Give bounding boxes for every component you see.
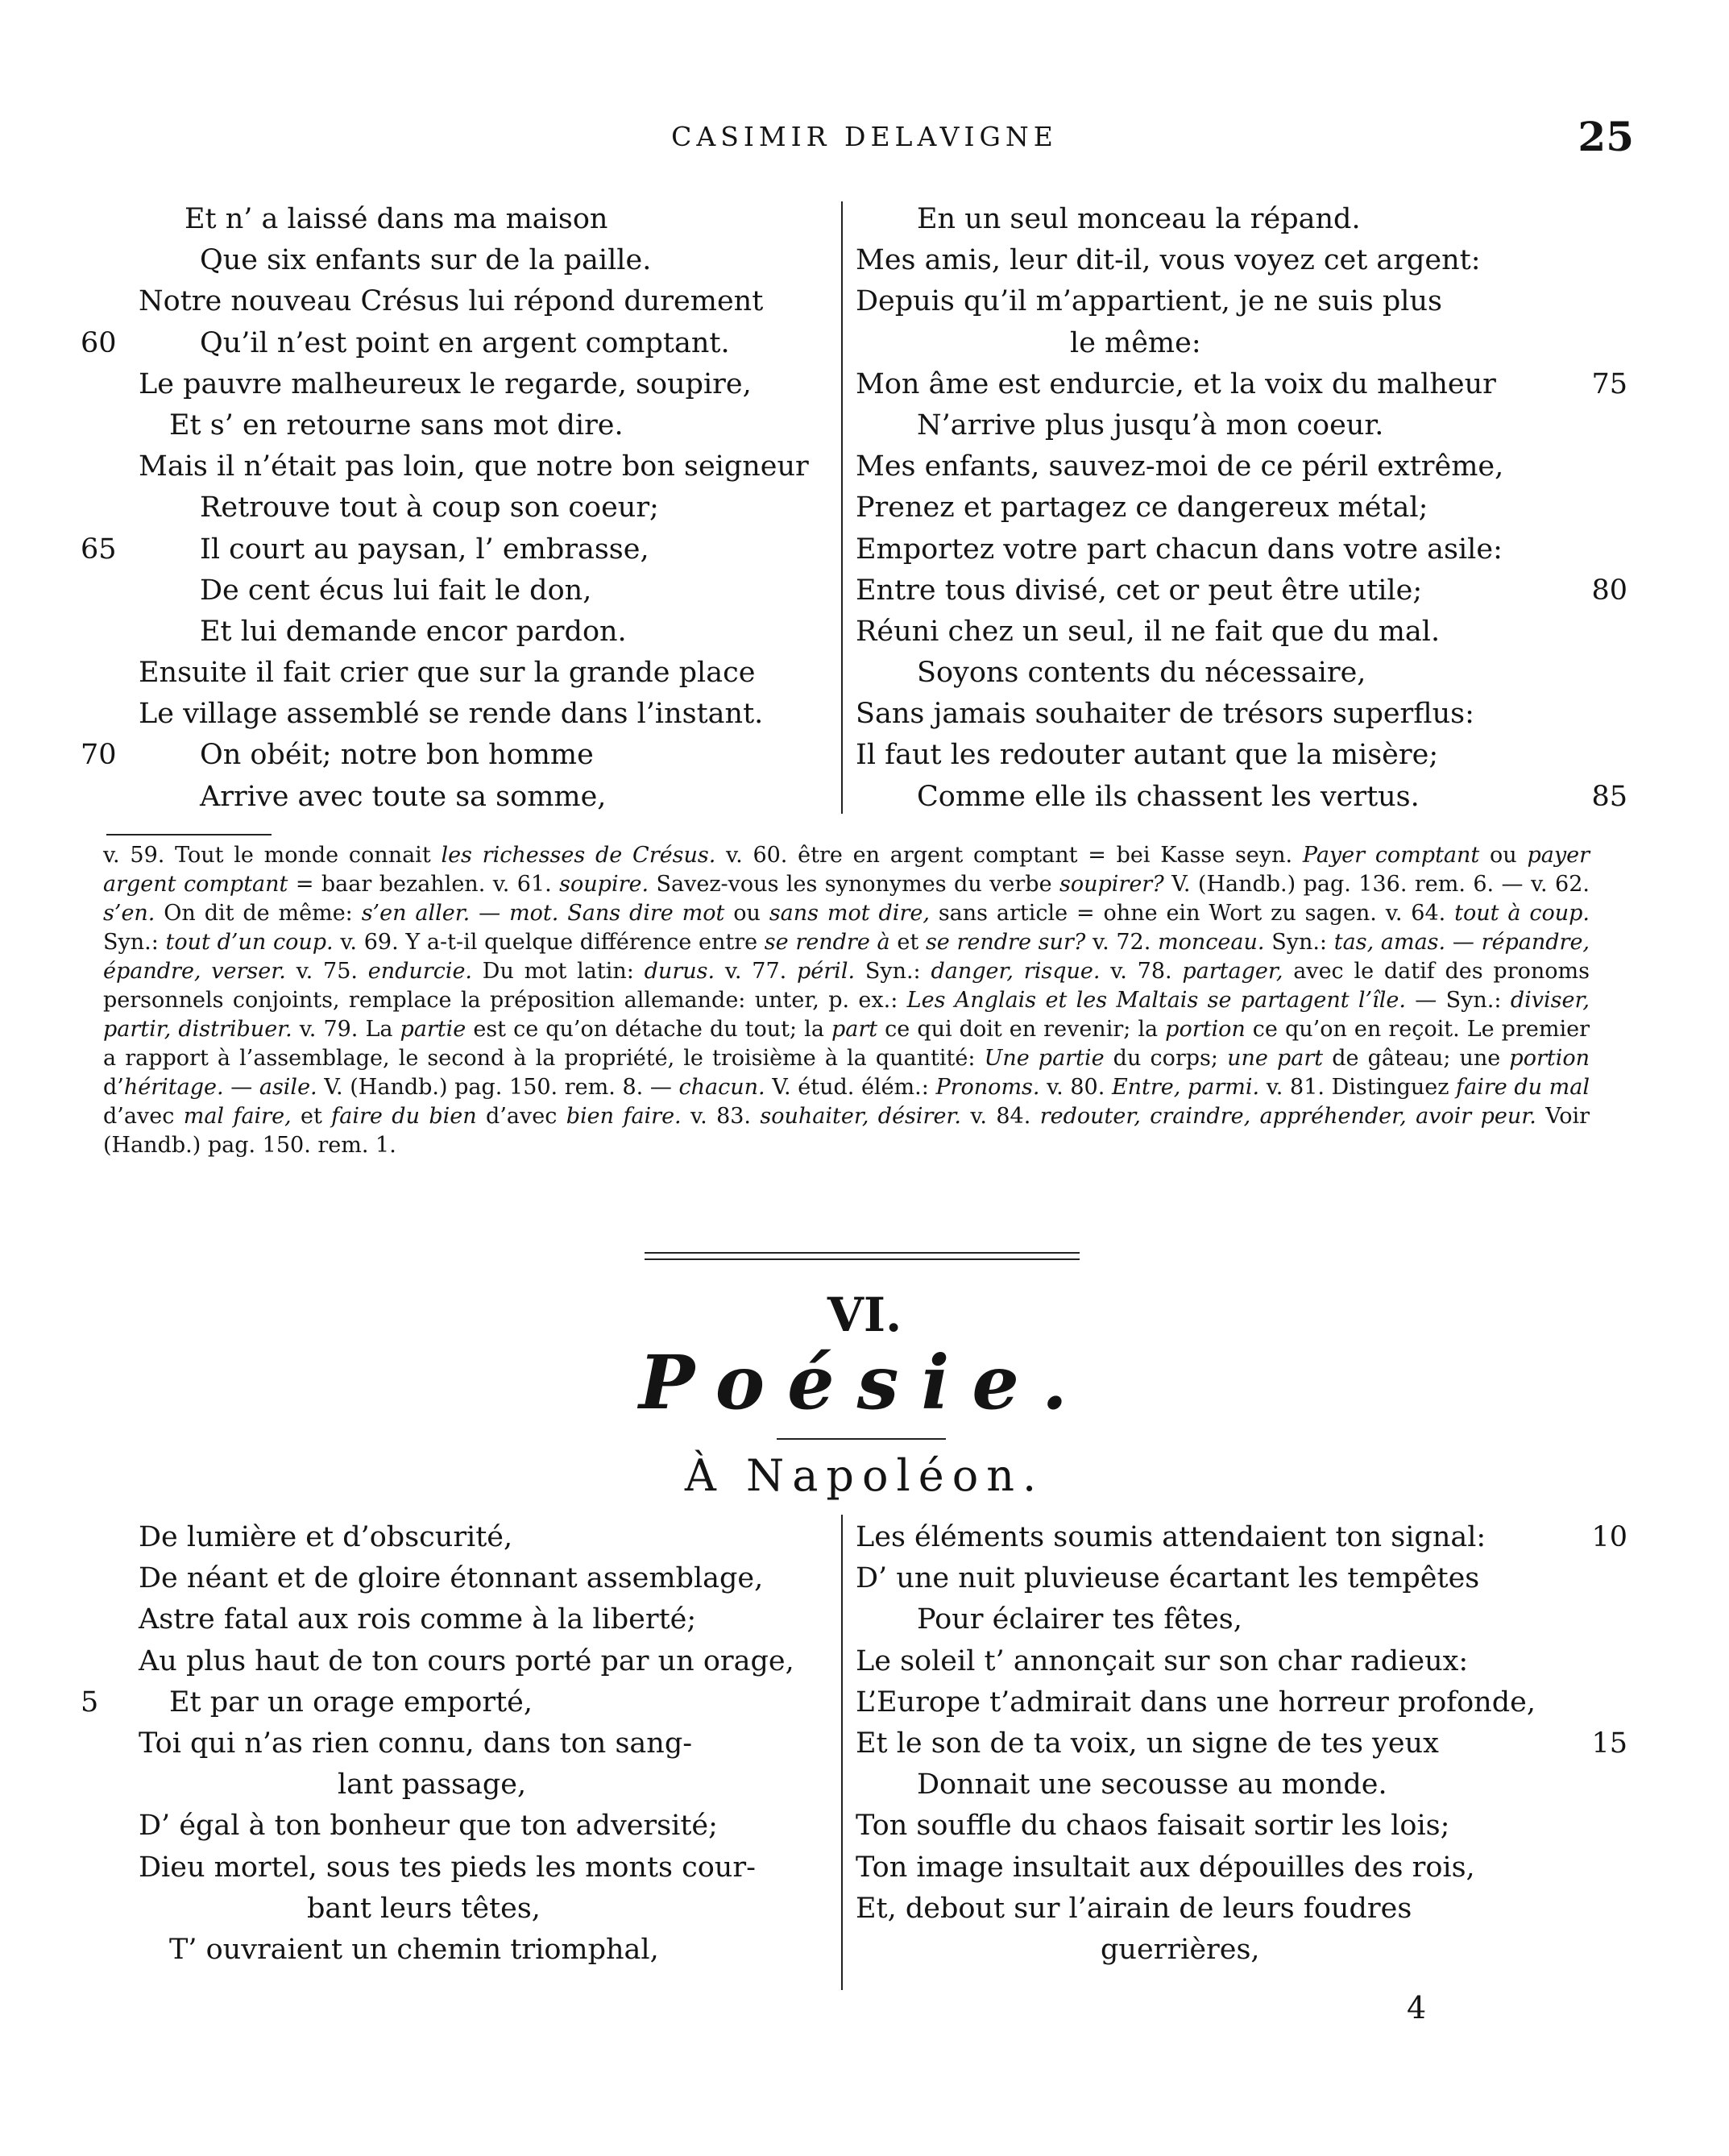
footnote-text: sans article = ohne ein Wort zu sagen. v. 64. [929, 901, 1455, 926]
verse-line [856, 529, 1594, 570]
verse-text: Que six enfants sur de la paille. [200, 244, 652, 277]
verse-text: Mes enfants, sauvez-moi de ce péril extrême, [856, 450, 1504, 483]
verse-text: Mais il n’était pas loin, que notre bon seigneur [139, 450, 809, 483]
page-header [0, 113, 1729, 166]
verse-text: Les éléments soumis attendaient ton signal: [856, 1521, 1486, 1553]
footnote-italic: diviser, partir, distribuer. [103, 988, 1590, 1042]
footnote-rule [106, 834, 272, 835]
verse-text: Depuis qu’il m’appartient, je ne suis plus [856, 285, 1442, 318]
verse-text: Le pauvre malheureux le regarde, soupire, [139, 367, 752, 400]
verse-line [856, 1517, 1627, 1558]
footnote-text: Voir (Handb.) pag. 150. rem. 1. [103, 1104, 1590, 1158]
verse-text: Donnait une secousse au monde. [917, 1768, 1387, 1802]
footnote-text: v. 84. [960, 1104, 1040, 1129]
footnote-text: v. 79. La [292, 1017, 400, 1042]
verse-line [81, 405, 830, 446]
verse-text: Ton souffle du chaos faisait sortir les lois; [856, 1810, 1450, 1843]
verse-text: Mes amis, leur dit-il, vous voyez cet argent: [856, 244, 1481, 277]
verse-text: Mon âme est endurcie, et la voix du malheur [856, 367, 1496, 400]
verse-text: Et s’ en retourne sans mot dire. [169, 408, 624, 442]
footnote-italic: tout d’un coup. [165, 930, 334, 955]
column-divider [841, 1515, 843, 1990]
footnote-text: — Syn.: [1405, 988, 1511, 1013]
footnote-text: du corps; [1104, 1046, 1228, 1071]
verse-line [856, 1599, 1594, 1640]
verse-line [81, 1764, 830, 1806]
footnote-text: avec le datif des pronoms personnels conjoints, remplace la préposition allemande: unter, p. ex.: [103, 959, 1590, 1013]
verse-line [81, 1599, 830, 1640]
verse-text: Astre fatal aux rois comme à la liberté; [139, 1603, 697, 1636]
footnotes [103, 841, 1590, 1160]
section-rule-bottom [645, 1258, 1080, 1260]
footnote-text: On dit de même: [155, 901, 362, 926]
footnote-italic: soupirer? [1059, 872, 1164, 897]
footnote-text: — [470, 901, 510, 926]
footnote-text: Du mot latin: [472, 959, 645, 984]
verse-text: Ton image insultait aux dépouilles des rois, [856, 1851, 1475, 1884]
running-head-author: CASIMIR DELAVIGNE [671, 121, 1058, 152]
verse-line [81, 694, 830, 735]
verse-line [856, 1558, 1594, 1599]
footnote-text: et [889, 930, 926, 955]
footnote-italic: partie [400, 1017, 466, 1042]
footnote-italic: monceau. [1158, 930, 1265, 955]
verse-text: Pour éclairer tes fêtes, [917, 1603, 1242, 1636]
verse-text: Comme elle ils chassent les vertus. [917, 780, 1420, 813]
footnote-text: ce qu’on en reçoit. Le premier a rapport à l’assemblage, le second à la propriété, le troisième à la quantité: [103, 1017, 1590, 1071]
footnote-text: V. (Handb.) pag. 136. rem. 6. — v. 62. [1163, 872, 1590, 897]
line-number: 80 [1591, 574, 1627, 607]
footnote-italic: les richesses de Crésus. [441, 843, 716, 868]
verse-text: guerrières, [1101, 1933, 1260, 1966]
footnote-italic: durus. [644, 959, 715, 984]
verse-line [856, 323, 1594, 364]
footnote-italic: tas, amas. [1333, 930, 1446, 955]
footnote-text: ou [1479, 843, 1528, 868]
verse-text: Prenez et partagez ce dangereux métal; [856, 491, 1428, 524]
verse-text: Et lui demande encor pardon. [200, 615, 627, 648]
footnote-italic: une part [1227, 1046, 1324, 1071]
footnote-italic: faire du bien [331, 1104, 477, 1129]
footnote-italic: péril. [797, 959, 856, 984]
verse-text: De lumière et d’obscurité, [139, 1521, 513, 1553]
verse-text: le même: [1070, 326, 1201, 359]
footnotes-paragraph [103, 841, 1590, 1160]
verse-line [856, 1889, 1594, 1930]
footnote-text: v. 75. [285, 959, 368, 984]
verse-text: Dieu mortel, sous tes pieds les monts cour- [139, 1851, 756, 1884]
footnote-text: d’avec [103, 1104, 184, 1129]
footnote-text: v. 83. [681, 1104, 761, 1129]
verse-text: Emportez votre part chacun dans votre asile: [856, 533, 1503, 566]
footnote-text: v. 60. être en argent comptant = bei Kasse seyn. [715, 843, 1303, 868]
footnote-text: — [223, 1075, 259, 1100]
footnote-text: V. étud. élém.: [765, 1075, 936, 1100]
footnote-text: v. 77. [715, 959, 798, 984]
footnote-text: est ce qu’on détache du tout; la [466, 1017, 831, 1042]
verse-text: bant leurs têtes, [307, 1892, 541, 1925]
verse-text: Réuni chez un seul, il ne fait que du mal. [856, 615, 1441, 648]
footnote-text: — [1445, 930, 1482, 955]
footnote-text: v. 78. [1100, 959, 1183, 984]
verse-line [856, 281, 1594, 322]
footnote-italic: s’en. [103, 901, 155, 926]
verse-line [856, 653, 1594, 694]
verse-text: De néant et de gloire étonnant assemblage, [139, 1562, 764, 1595]
verse-text: Et le son de ta voix, un signe de tes yeux [856, 1727, 1439, 1760]
verse-line [81, 570, 830, 612]
verse-line [81, 281, 830, 322]
verse-line [81, 1889, 830, 1930]
verse-text: Ensuite il fait crier que sur la grande place [139, 657, 756, 690]
footnote-italic: souhaiter, désirer. [760, 1104, 961, 1129]
verse-line [81, 529, 830, 570]
verse-text: Sans jamais souhaiter de trésors superflus: [856, 698, 1474, 731]
verse-text: D’ égal à ton bonheur que ton adversité; [139, 1810, 718, 1843]
verse-text: On obéit; notre bon homme [200, 739, 594, 772]
section-title: Poésie. [639, 1339, 1090, 1426]
verse-text: Et par un orage emporté, [169, 1685, 533, 1719]
verse-text: De cent écus lui fait le don, [200, 574, 592, 607]
footnote-text: v. 72. [1085, 930, 1159, 955]
verse-text: Il court au paysan, l’ embrasse, [200, 533, 649, 566]
line-number: 65 [81, 533, 117, 566]
poem1-right-column [856, 199, 1627, 818]
verse-line [81, 487, 830, 529]
verse-line [856, 1806, 1594, 1847]
footnote-text: ou [724, 901, 769, 926]
verse-line [81, 777, 830, 818]
verse-line [856, 612, 1594, 653]
footnote-text: v. 81. Distinguez [1259, 1075, 1457, 1100]
footnote-italic: bien faire. [566, 1104, 682, 1129]
verse-line [856, 694, 1594, 735]
footnote-italic: se rendre à [764, 930, 890, 955]
footnote-italic: portion [1165, 1017, 1246, 1042]
verse-line [81, 364, 830, 405]
verse-text: Au plus haut de ton cours porté par un orage, [139, 1644, 794, 1677]
verse-line [81, 735, 830, 776]
verse-line [81, 1641, 830, 1682]
verse-text: Retrouve tout à coup son coeur; [200, 491, 659, 524]
footnote-italic: redouter, craindre, appréhender, avoir peur. [1039, 1104, 1536, 1129]
verse-line [81, 240, 830, 281]
footnote-italic: soupire. [559, 872, 649, 897]
footnote-italic: part [831, 1017, 878, 1042]
section-number: VI. [827, 1287, 902, 1342]
line-number: 85 [1591, 780, 1627, 813]
footnote-text: = baar bezahlen. v. 61. [288, 872, 560, 897]
verse-line [856, 240, 1594, 281]
verse-text: Notre nouveau Crésus lui répond durement [139, 285, 764, 318]
verse-line [81, 1517, 830, 1558]
footnote-text: ce qui doit en revenir; la [877, 1017, 1166, 1042]
footnote-text: Syn.: [1264, 930, 1334, 955]
line-number: 75 [1591, 367, 1627, 400]
signature-mark: 4 [1407, 1990, 1427, 2025]
footnote-text: et [291, 1104, 332, 1129]
verse-text: Arrive avec toute sa somme, [200, 780, 607, 813]
verse-text: L’Europe t’admirait dans une horreur profonde, [856, 1685, 1536, 1719]
verse-line [856, 1764, 1594, 1806]
verse-line [81, 1558, 830, 1599]
footnote-text: V. (Handb.) pag. 150. rem. 8. — [317, 1075, 679, 1100]
line-number: 5 [81, 1685, 99, 1719]
verse-line [81, 653, 830, 694]
verse-text: Et n’ a laissé dans ma maison [185, 203, 608, 235]
verse-text: lant passage, [338, 1768, 527, 1802]
verse-line [856, 1641, 1594, 1682]
footnote-italic: Pronoms. [935, 1075, 1040, 1100]
footnote-text: Syn.: [103, 930, 166, 955]
footnote-italic: s’en aller. [361, 901, 471, 926]
footnote-italic: endurcie. [367, 959, 473, 984]
verse-text: Toi qui n’as rien connu, dans ton sang- [139, 1727, 693, 1760]
verse-text: Il faut les redouter autant que la misère; [856, 739, 1439, 772]
verse-text: Le village assemblé se rende dans l’instant. [139, 698, 764, 731]
verse-text: Soyons contents du nécessaire, [917, 657, 1366, 690]
footnote-italic: danger, risque. [931, 959, 1101, 984]
verse-line [81, 446, 830, 487]
verse-line [856, 735, 1594, 776]
verse-line [81, 1847, 830, 1889]
footnote-italic: Entre, parmi. [1111, 1075, 1260, 1100]
footnote-italic: tout à coup. [1454, 901, 1590, 926]
verse-line [856, 364, 1627, 405]
verse-line [81, 323, 830, 364]
page-number: 25 [1578, 113, 1634, 160]
verse-text: Qu’il n’est point en argent comptant. [200, 326, 730, 359]
footnote-text: v. 69. Y a-t-il quelque différence entre [333, 930, 765, 955]
verse-line [856, 777, 1627, 818]
footnote-italic: Une partie [984, 1046, 1105, 1071]
title-rule [777, 1438, 946, 1440]
verse-text: Entre tous divisé, cet or peut être utile; [856, 574, 1423, 607]
verse-text: T’ ouvraient un chemin triomphal, [169, 1933, 659, 1966]
footnote-italic: portion [1509, 1046, 1590, 1071]
footnote-italic: mot. Sans dire mot [509, 901, 725, 926]
poem2-left-column [81, 1517, 830, 1971]
footnote-text: de gâteau; une [1323, 1046, 1510, 1071]
poem1-left-column [81, 199, 830, 818]
footnote-italic: partager, [1182, 959, 1283, 984]
footnote-italic: mal faire, [183, 1104, 292, 1129]
footnote-italic: se rendre sur? [925, 930, 1086, 955]
verse-text: Et, debout sur l’airain de leurs foudres [856, 1892, 1412, 1925]
footnote-italic: asile. [259, 1075, 317, 1100]
footnote-italic: Les Anglais et les Maltais se partagent l’île. [906, 988, 1406, 1013]
verse-line [81, 1806, 830, 1847]
poem-subtitle: À Napoléon. [684, 1450, 1045, 1501]
verse-line [856, 1723, 1627, 1764]
verse-line [81, 1682, 830, 1723]
footnote-italic: Payer comptant [1302, 843, 1480, 868]
verse-line [81, 612, 830, 653]
footnote-italic: sans mot dire, [769, 901, 930, 926]
footnote-italic: répandre, épandre, verser. [103, 930, 1590, 984]
verse-line [81, 199, 830, 240]
verse-line [856, 1930, 1594, 1971]
verse-line [81, 1723, 830, 1764]
column-divider [841, 201, 843, 814]
line-number: 15 [1591, 1727, 1627, 1760]
verse-line [856, 1682, 1594, 1723]
footnote-text: v. 59. Tout le monde connait [103, 843, 442, 868]
verse-text: D’ une nuit pluvieuse écartant les tempêtes [856, 1562, 1480, 1595]
section-rule-top [645, 1252, 1080, 1254]
footnote-text: d’ [103, 1075, 124, 1100]
footnote-text: d’avec [476, 1104, 566, 1129]
verse-line [856, 570, 1627, 612]
verse-text: En un seul monceau la répand. [917, 203, 1361, 235]
verse-line [856, 487, 1594, 529]
verse-line [856, 446, 1594, 487]
line-number: 10 [1591, 1521, 1627, 1553]
verse-line [856, 405, 1594, 446]
footnote-text: v. 80. [1039, 1075, 1112, 1100]
verse-line [856, 199, 1594, 240]
footnote-italic: payer argent comptant [103, 843, 1590, 897]
footnote-italic: faire du mal [1456, 1075, 1590, 1100]
verse-line [856, 1847, 1594, 1889]
footnote-text: Savez-vous les synonymes du verbe [649, 872, 1059, 897]
poem2-right-column [856, 1517, 1627, 1971]
verse-line [81, 1930, 830, 1971]
footnote-italic: héritage. [123, 1075, 224, 1100]
line-number: 60 [81, 326, 117, 359]
footnote-text: Syn.: [855, 959, 931, 984]
line-number: 70 [81, 739, 117, 772]
verse-text: Le soleil t’ annonçait sur son char radieux: [856, 1644, 1469, 1677]
footnote-italic: chacun. [678, 1075, 765, 1100]
verse-text: N’arrive plus jusqu’à mon coeur. [917, 408, 1384, 442]
